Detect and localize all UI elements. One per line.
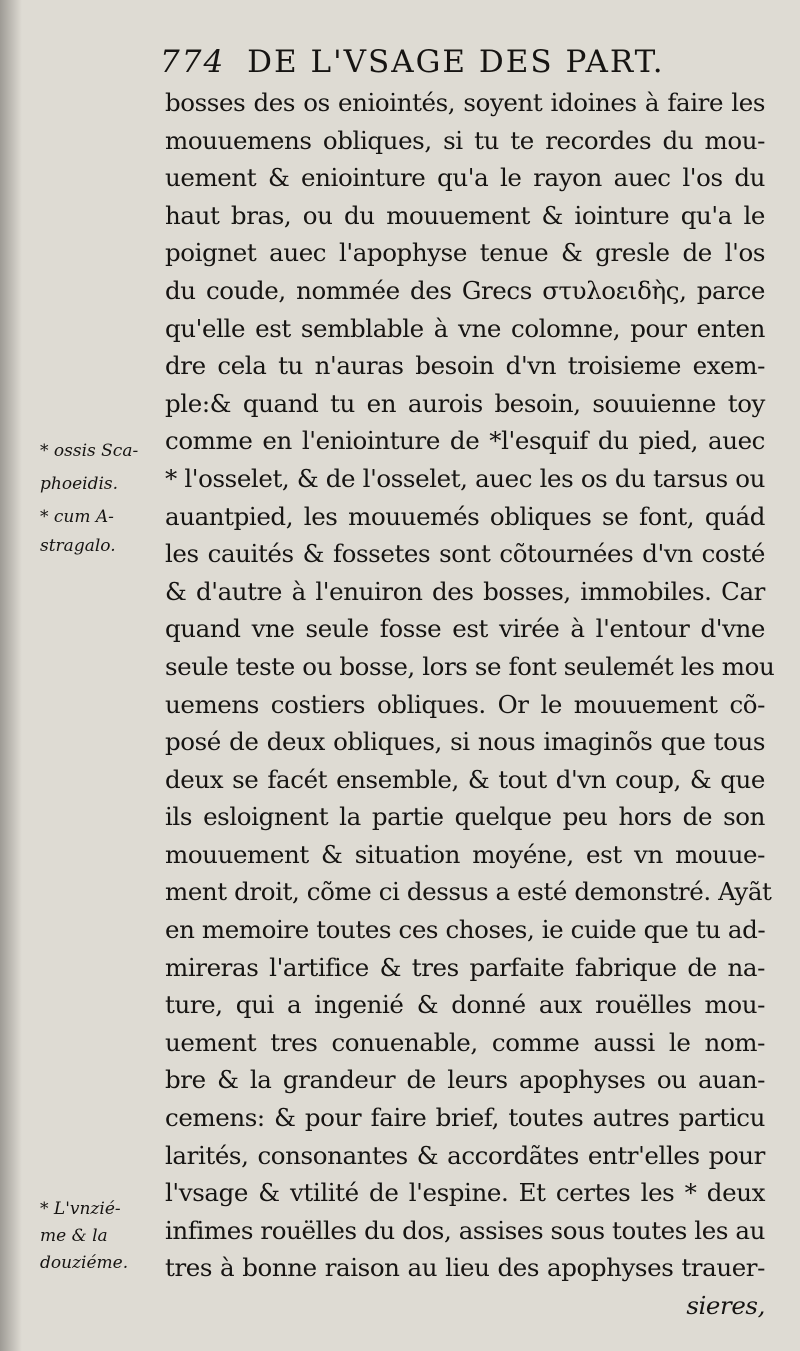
- text-line: mouuement & situation moyéne, est vn mouue-: [165, 839, 765, 869]
- text-line: les cauités & fossetes sont cõtournées d'vn costé: [165, 539, 765, 569]
- margin-note-line: * ossis Sca-: [40, 441, 139, 461]
- margin-note-line: douziéme.: [40, 1253, 129, 1273]
- text-line: * l'osselet, & de l'osselet, auec les os du tarsus ou: [165, 463, 765, 493]
- text-line: tres à bonne raison au lieu des apophyses trauer-: [165, 1253, 765, 1283]
- text-line: uemens costiers obliques. Or le mouuement cõ-: [165, 689, 765, 719]
- text-line: mireras l'artifice & tres parfaite fabrique de na-: [165, 952, 765, 982]
- text-line: ils esloignent la partie quelque peu hors de son: [165, 802, 765, 832]
- text-line: ment droit, cõme ci dessus a esté demonstré. Ayãt: [165, 877, 772, 907]
- margin-note-scaphoid: [40, 438, 162, 560]
- text-line: ture, qui a ingenié & donné aux rouëlles mou-: [165, 990, 765, 1020]
- text-line: seule teste ou bosse, lors se font seulemét les mou: [165, 651, 775, 681]
- text-line: cemens: & pour faire brief, toutes autres particu: [165, 1103, 765, 1133]
- text-line: bre & la grandeur de leurs apophyses ou auan-: [165, 1065, 765, 1095]
- margin-note-line: stragalo.: [40, 536, 116, 556]
- text-line: uement tres conuenable, comme aussi le nom-: [165, 1027, 765, 1057]
- text-line: qu'elle est semblable à vne colomne, pour enten: [165, 313, 765, 343]
- text-line: haut bras, ou du mouuement & iointure qu'a le: [165, 200, 765, 230]
- binding-shadow: [0, 0, 22, 1351]
- text-line: & d'autre à l'enuiron des bosses, immobiles. Car: [165, 576, 765, 606]
- text-line: dre cela tu n'auras besoin d'vn troisieme exem-: [165, 351, 765, 381]
- body-text: [165, 84, 775, 1325]
- text-line: posé de deux obliques, si nous imaginõs que tous: [165, 727, 765, 757]
- margin-note-line: me & la: [40, 1226, 108, 1246]
- running-title: DE L'VSAGE DES PART.: [247, 44, 665, 80]
- text-line: mouuemens obliques, si tu te recordes du mou-: [165, 125, 765, 155]
- running-header: [160, 40, 760, 84]
- text-line: bosses des os eniointés, soyent idoines à faire les: [165, 88, 765, 117]
- page-number: 774: [160, 44, 226, 80]
- text-line: quand vne seule fosse est virée à l'entour d'vne: [165, 614, 765, 644]
- text-line: infimes rouëlles du dos, assises sous toutes les au: [165, 1215, 765, 1245]
- margin-note-line: * L'vnzié-: [40, 1199, 121, 1219]
- text-line: poignet auec l'apophyse tenue & gresle de l'os: [165, 238, 765, 268]
- text-line: uement & eniointure qu'a le rayon auec l'os du: [165, 163, 765, 193]
- text-line: comme en l'eniointure de *l'esquif du pied, auec: [165, 426, 765, 456]
- text-line: larités, consonantes & accordãtes entr'elles pour: [165, 1140, 765, 1170]
- text-line: auantpied, les mouuemés obliques se font, quád: [165, 501, 765, 531]
- margin-note-line: phoeidis.: [40, 474, 119, 494]
- text-line: deux se facét ensemble, & tout d'vn coup, & que: [165, 764, 765, 794]
- text-line: l'vsage & vtilité de l'espine. Et certes les * deux: [165, 1178, 765, 1208]
- margin-note-line: * cum A-: [40, 507, 114, 527]
- catchword: sieres,: [686, 1291, 765, 1320]
- text-line: en memoire toutes ces choses, ie cuide que tu ad-: [165, 915, 766, 945]
- text-line: ple:& quand tu en aurois besoin, souuienne toy: [165, 388, 765, 418]
- margin-note-vertebrae: [40, 1196, 162, 1277]
- text-line: du coude, nommée des Grecs στυλοειδὴς, parce: [165, 275, 765, 305]
